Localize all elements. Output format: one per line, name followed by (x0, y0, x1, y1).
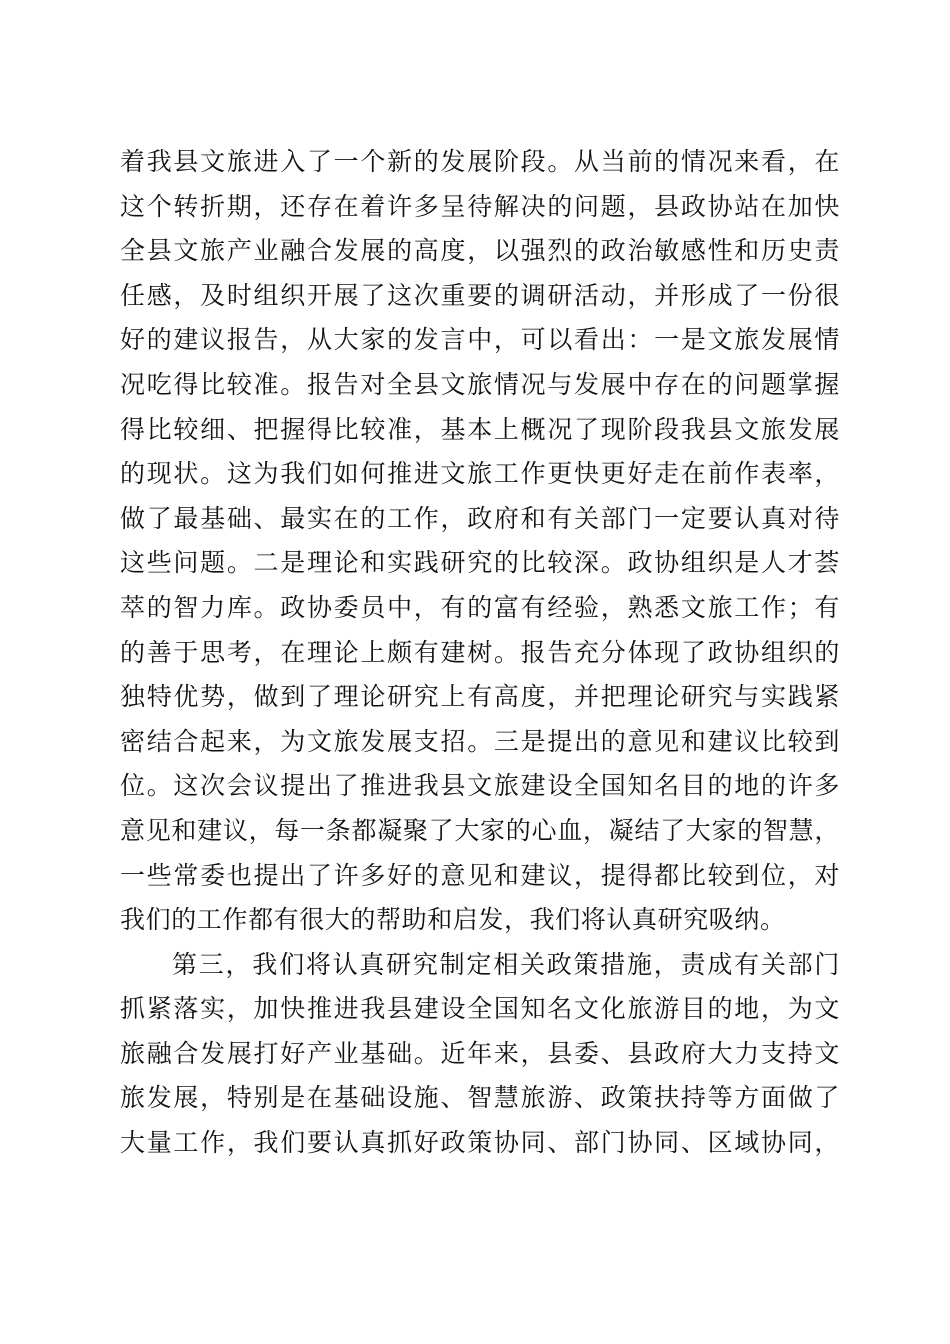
text-line: 全县文旅产业融合发展的高度，以强烈的政治敏感性和历史责 (120, 236, 840, 266)
text-line: 意见和建议，每一条都凝聚了大家的心血，凝结了大家的智慧， (120, 815, 840, 845)
text-line: 这个转折期，还存在着许多呈待解决的问题，县政协站在加快 (120, 191, 840, 221)
text-line: 萃的智力库。政协委员中，有的富有经验，熟悉文旅工作；有 (120, 592, 840, 622)
body-text (120, 140, 840, 1166)
text-line: 做了最基础、最实在的工作，政府和有关部门一定要认真对待 (120, 503, 840, 533)
text-line: 旅发展，特别是在基础设施、智慧旅游、政策扶持等方面做了 (120, 1083, 840, 1113)
text-line: 位。这次会议提出了推进我县文旅建设全国知名目的地的许多 (120, 771, 840, 801)
text-line: 一些常委也提出了许多好的意见和建议，提得都比较到位，对 (120, 860, 840, 890)
text-line: 密结合起来，为文旅发展支招。三是提出的意见和建议比较到 (120, 726, 840, 756)
text-line-paragraph-end: 我们的工作都有很大的帮助和启发，我们将认真研究吸纳。 (120, 905, 786, 935)
text-line: 的善于思考，在理论上颇有建树。报告充分体现了政协组织的 (120, 637, 840, 667)
text-line: 抓紧落实，加快推进我县建设全国知名文化旅游目的地，为文 (120, 994, 840, 1024)
text-line: 旅融合发展打好产业基础。近年来，县委、县政府大力支持文 (120, 1038, 840, 1068)
text-line: 大量工作，我们要认真抓好政策协同、部门协同、区域协同， (120, 1128, 840, 1158)
text-line: 的现状。这为我们如何推进文旅工作更快更好走在前作表率， (120, 459, 840, 489)
text-line: 这些问题。二是理论和实践研究的比较深。政协组织是人才荟 (120, 548, 840, 578)
text-line: 独特优势，做到了理论研究上有高度，并把理论研究与实践紧 (120, 682, 840, 712)
text-line: 着我县文旅进入了一个新的发展阶段。从当前的情况来看，在 (120, 147, 840, 176)
text-line: 况吃得比较准。报告对全县文旅情况与发展中存在的问题掌握 (120, 369, 840, 399)
text-line: 好的建议报告，从大家的发言中，可以看出：一是文旅发展情 (120, 325, 840, 355)
text-line: 任感，及时组织开展了这次重要的调研活动，并形成了一份很 (120, 280, 840, 310)
text-line: 得比较细、把握得比较准，基本上概况了现阶段我县文旅发展 (120, 414, 840, 444)
text-line-paragraph-start: 第三，我们将认真研究制定相关政策措施，责成有关部门 (172, 949, 840, 979)
